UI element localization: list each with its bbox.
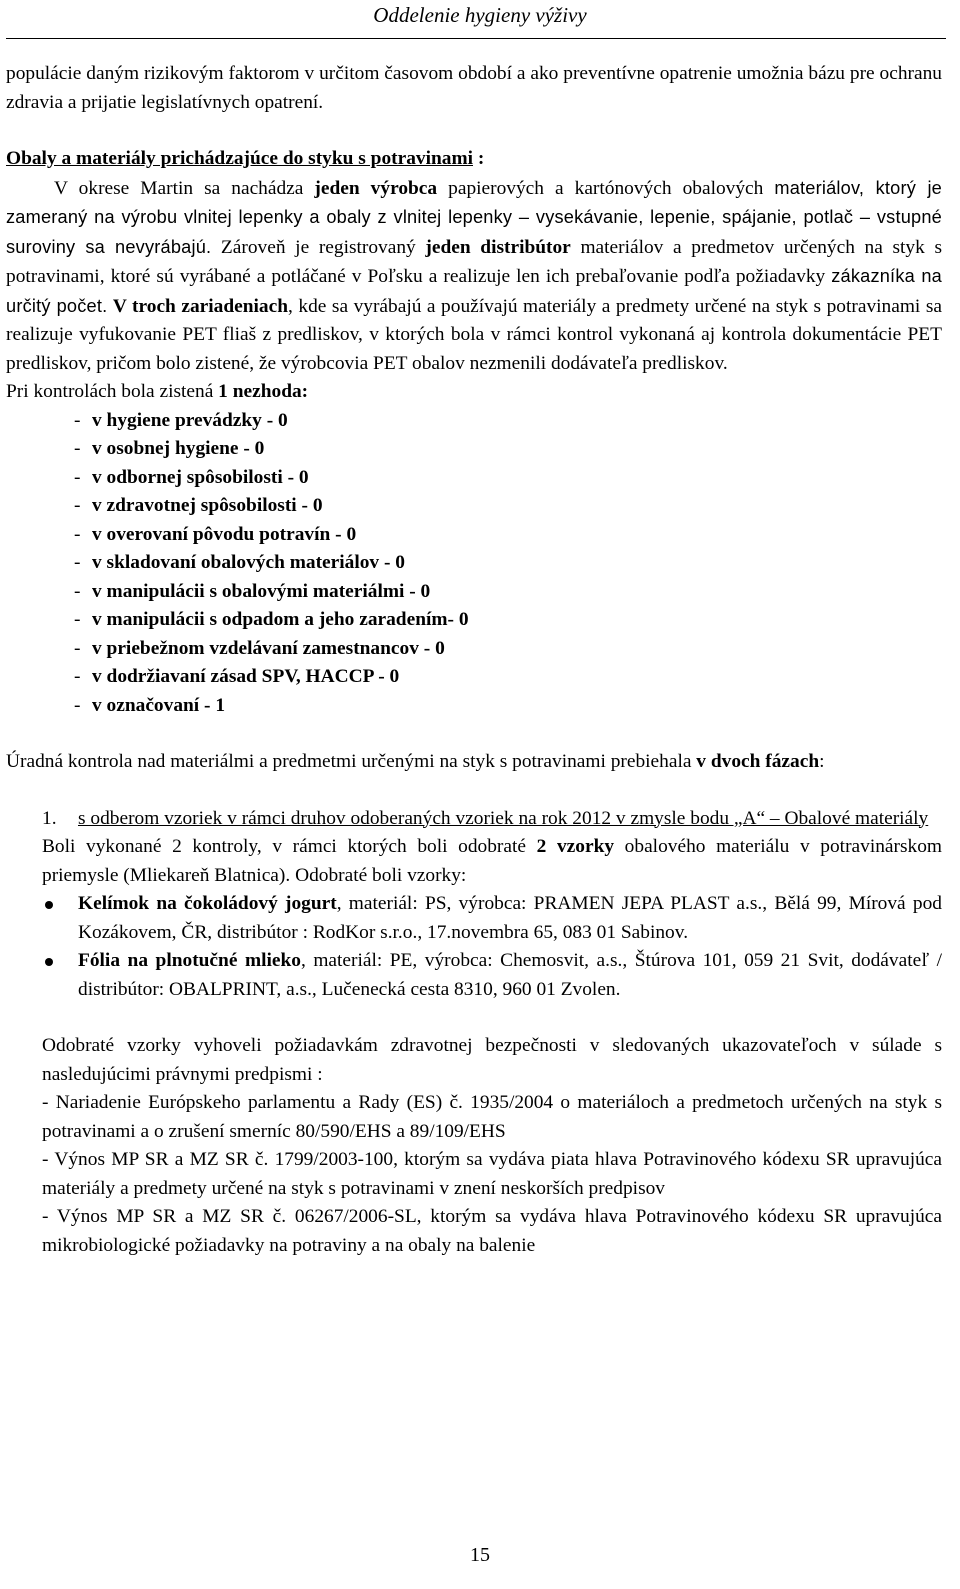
spacer <box>6 777 942 805</box>
section-heading <box>6 145 942 174</box>
dash-marker: - <box>74 409 81 431</box>
finding-item <box>6 692 942 721</box>
section-text-4: Zároveň je registrovaný <box>211 236 426 258</box>
dash-marker: - <box>74 495 81 516</box>
finding-text: v označovaní - 1 <box>92 694 226 716</box>
spacer <box>6 720 942 748</box>
phase-1-title-text: s odberom vzoriek v rámci druhov odoberaných vzoriek na rok 2012 v zmysle bodu „A“ – Obalové materiály <box>78 807 929 829</box>
section-text-2: papierových a kartónových obalových <box>437 177 775 199</box>
intro-paragraph: populácie daným rizikovým faktorom v určitom časovom období a ako preventívne opatrenie umožnia bázu pre ochranu zdravia a prijatie legislatívnych opatrení. <box>6 63 942 113</box>
sample-detail: , materiál: PE, výrobca: Chemosvit, a.s., Štúrova 101, 059 21 Svit, dodávateľ / distribútor: OBALPRINT, a.s., Lučenecká cesta 8310, 960 01 Zvolen. <box>78 950 942 1000</box>
finding-item <box>6 606 942 635</box>
finding-text: v overovaní pôvodu potravín - 0 <box>92 523 357 545</box>
phase-1-paragraph <box>42 833 942 890</box>
phase-1-title <box>42 805 942 834</box>
phase-1-text-samples: 2 vzorky <box>536 836 615 857</box>
sample-name: Kelímok na čokoládový jogurt <box>78 893 337 914</box>
finding-text: v hygiene prevádzky - 0 <box>92 409 288 431</box>
finding-item <box>6 578 942 607</box>
spacer <box>42 1004 942 1032</box>
header-rule <box>6 38 946 39</box>
section-text-facilities: V troch zariadeniach <box>112 295 288 317</box>
findings-intro-count: 1 nezhoda: <box>218 381 309 402</box>
sample-detail: , materiál: PS, výrobca: PRAMEN JEPA PLAST a.s., Bělá 99, Mírová pod Kozákovem, ČR, distribútor : RodKor s.r.o., 17.novembra 65, 083 01 Sabinov. <box>78 893 942 943</box>
document-body <box>6 60 942 1260</box>
finding-text: v priebežnom vzdelávaní zamestnancov - 0 <box>92 637 445 659</box>
finding-item <box>6 549 942 578</box>
finding-item <box>6 407 942 436</box>
finding-item <box>6 492 942 521</box>
page-number: 15 <box>470 1544 490 1566</box>
section-text-8: , kde sa vyrábajú a používajú materiály a predmety určené na styk s potravinami sa realizuje vyfukovanie PET fliaš z predliskov, v ktorých bola v rámci kontrol vykonaná aj kontrola dokumentácie PET predliskov, pričom bolo zistené, že výrobcovia PET obalov nezmenili dodávateľa predliskov. <box>6 295 942 374</box>
samples-list <box>42 890 942 1004</box>
dash-marker: - <box>74 466 81 488</box>
dash-marker: - <box>74 694 81 716</box>
phase-1-block <box>42 805 942 1261</box>
finding-text: v odbornej spôsobilosti - 0 <box>92 466 309 488</box>
phase-1-number: 1. <box>42 807 57 829</box>
finding-item <box>6 635 942 664</box>
sample-item <box>42 890 942 947</box>
finding-item <box>6 435 942 464</box>
page-header: Oddelenie hygieny výživy <box>373 3 587 27</box>
regulation-item: - Výnos MP SR a MZ SR č. 1799/2003-100, ktorým sa vydáva piata hlava Potravinového kódexu SR upravujúca materiály a predmety určené na styk s potravinami v znení neskorších predpisov <box>42 1149 942 1199</box>
regulation-item: - Výnos MP SR a MZ SR č. 06267/2006-SL, ktorým sa vydáva hlava Potravinového kódexu SR upravujúca mikrobiologické požiadavky na potraviny a na obaly na balenie <box>42 1206 942 1256</box>
finding-text: v osobnej hygiene - 0 <box>92 438 265 459</box>
official-text-2: : <box>819 751 825 772</box>
finding-text: v zdravotnej spôsobilosti - 0 <box>92 495 323 516</box>
regulation-item: - Nariadenie Európskeho parlamentu a Rady (ES) č. 1935/2004 o materiáloch a predmetoch určených na styk s potravinami a o zrušení smerníc 80/590/EHS a 89/109/EHS <box>42 1092 942 1142</box>
dash-marker: - <box>74 609 81 630</box>
sample-item <box>42 947 942 1004</box>
section-text-1: V okrese Martin sa nachádza <box>54 177 315 199</box>
official-text-phases: v dvoch fázach <box>696 751 820 772</box>
dash-marker: - <box>74 637 81 659</box>
section-text-3: materiálov, ktorý je zameraný na výrobu vlnitej lepenky a obaly z vlnitej lepenky – vysekávanie, lepenie, spájanie, potlač – vstupné suroviny sa nevyrábajú. <box>6 177 942 257</box>
section-text-distributor: jeden distribútor <box>425 236 571 258</box>
dash-marker: - <box>74 666 81 687</box>
findings-intro <box>6 378 942 407</box>
section-paragraph <box>6 174 942 379</box>
official-control-paragraph <box>6 748 942 777</box>
finding-item <box>6 464 942 493</box>
sample-name: Fólia na plnotučné mlieko <box>78 950 301 971</box>
section-text-producer: jeden výrobca <box>314 177 438 199</box>
dash-marker: - <box>74 552 81 573</box>
dash-marker: - <box>74 580 81 602</box>
dash-marker: - <box>74 438 81 459</box>
result-paragraph: Odobraté vzorky vyhoveli požiadavkám zdravotnej bezpečnosti v sledovaných ukazovateľoch v súlade s nasledujúcimi právnymi predpismi : <box>42 1035 942 1085</box>
finding-item <box>6 521 942 550</box>
regulations-list <box>42 1089 942 1260</box>
findings-intro-text: Pri kontrolách bola zistená <box>6 381 219 402</box>
finding-text: v dodržiavaní zásad SPV, HACCP - 0 <box>92 666 400 687</box>
section-heading-text: Obaly a materiály prichádzajúce do styku s potravinami <box>6 148 473 169</box>
finding-text: v manipulácii s odpadom a jeho zaradením- 0 <box>92 609 469 630</box>
phase-1-text-1: Boli vykonané 2 kontroly, v rámci ktorých boli odobraté <box>42 836 537 857</box>
bullet-icon <box>45 958 53 966</box>
spacer <box>6 117 942 145</box>
section-text-6: zákazníka na určitý počet. <box>6 266 942 316</box>
finding-text: v manipulácii s obalovými materiálmi - 0 <box>92 580 431 602</box>
finding-text: v skladovaní obalových materiálov - 0 <box>92 552 405 573</box>
section-text-5: materiálov a predmetov určených na styk s potravinami, ktoré sú vyrábané a potláčané v Poľsku a realizuje len ich prebaľovanie podľa požiadavky <box>6 236 943 287</box>
phase-1-text-2: obalového materiálu v potravinárskom priemysle (Mliekareň Blatnica). Odobraté boli vzorky: <box>42 836 942 886</box>
findings-list <box>6 407 942 721</box>
finding-item <box>6 663 942 692</box>
dash-marker: - <box>74 523 81 545</box>
bullet-icon <box>45 901 53 909</box>
section-heading-colon: : <box>473 148 485 169</box>
official-text-1: Úradná kontrola nad materiálmi a predmetmi určenými na styk s potravinami prebiehala <box>6 751 697 772</box>
